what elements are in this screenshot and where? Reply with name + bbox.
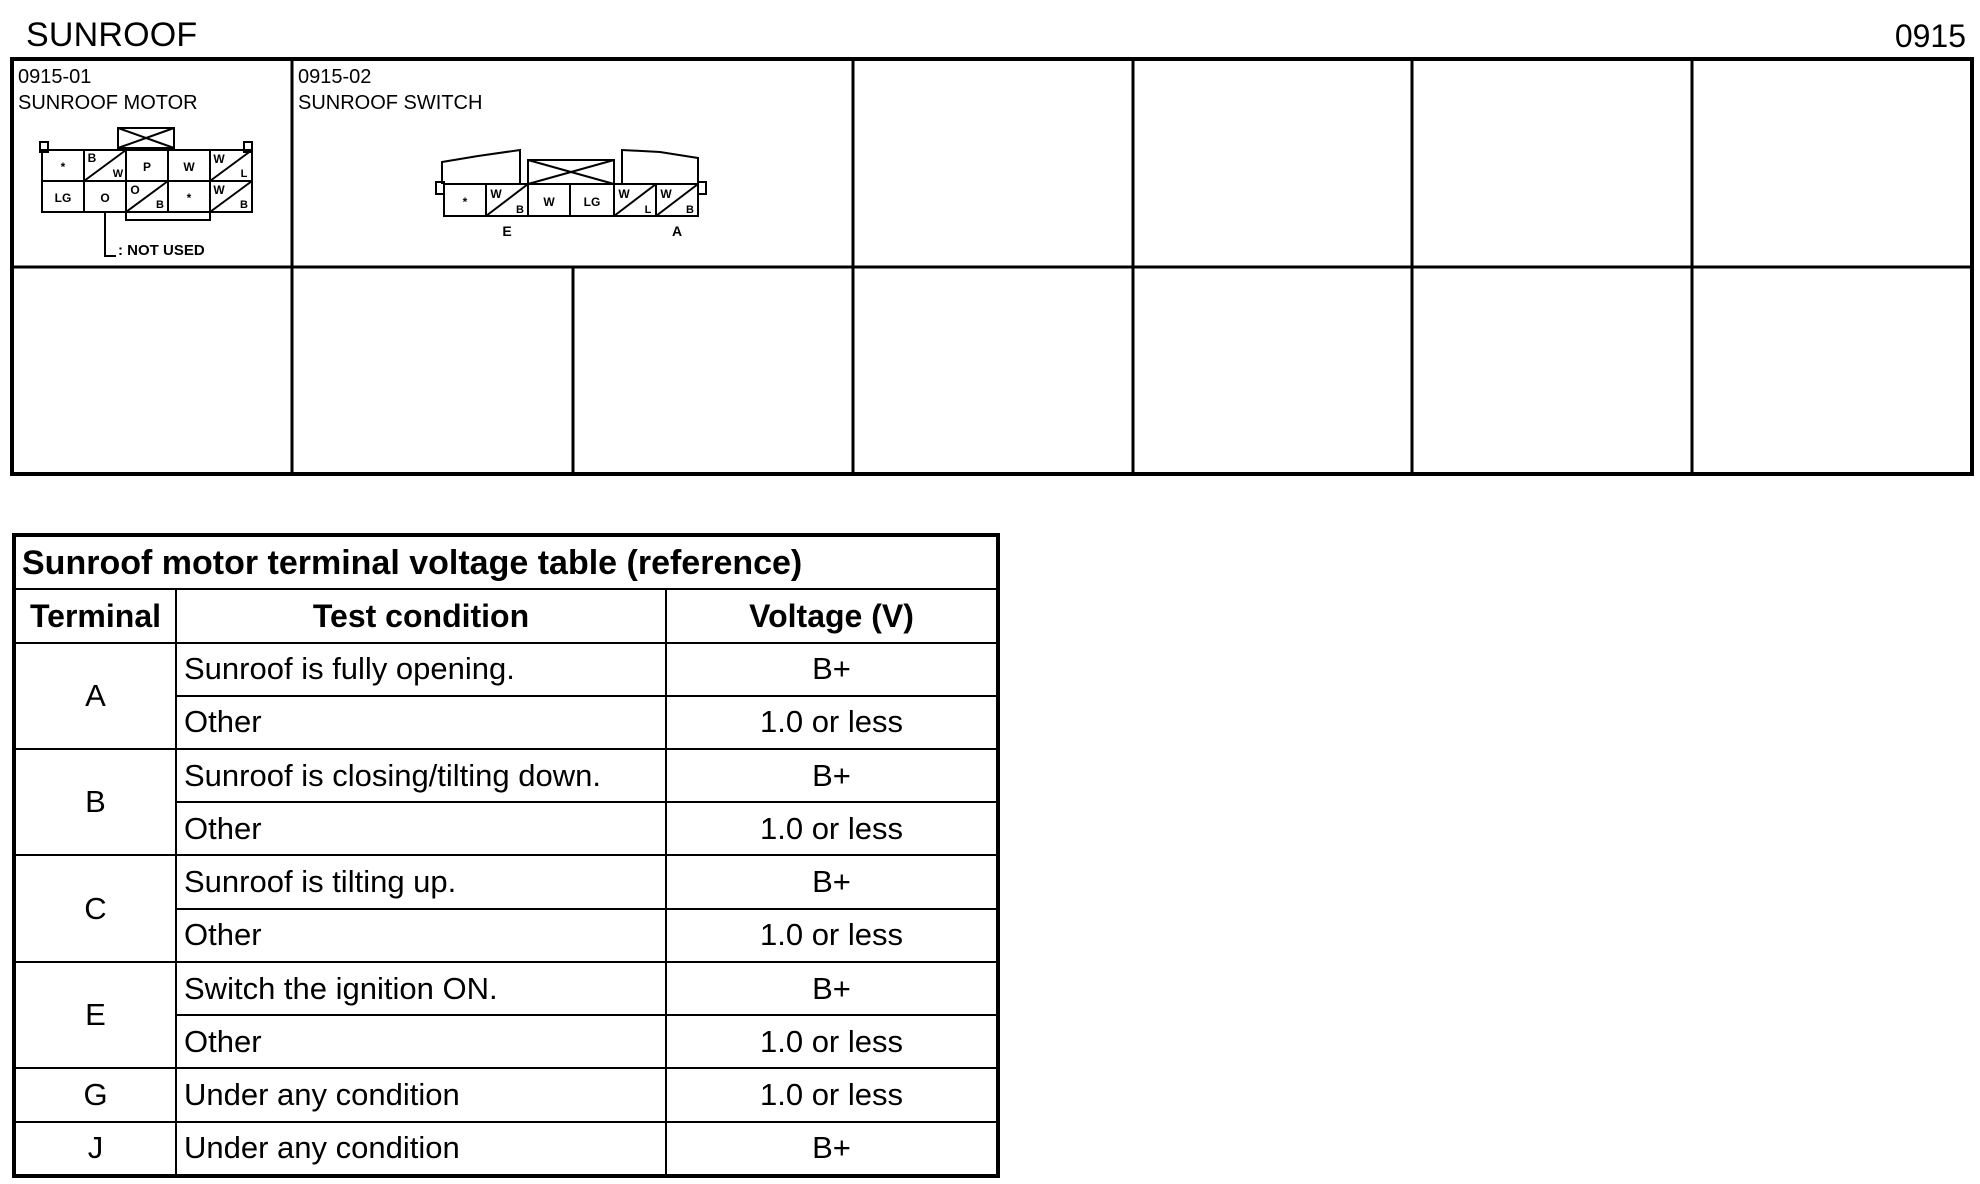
condition-cell: Sunroof is tilting up.	[176, 855, 666, 908]
condition-cell: Other	[176, 696, 666, 749]
motor-connector-diagram	[30, 122, 270, 262]
motor-pin-6-label: LG	[54, 191, 72, 205]
connector-name-motor: SUNROOF MOTOR	[18, 92, 198, 114]
condition-cell: Sunroof is closing/tilting down.	[176, 749, 666, 802]
switch-pin-6-label: W	[660, 187, 672, 201]
terminal-cell: B	[14, 749, 176, 855]
switch-pin-1-label: *	[462, 195, 468, 209]
voltage-cell: B+	[666, 855, 998, 908]
header-condition: Test condition	[176, 589, 666, 642]
table-header-row	[14, 589, 998, 642]
motor-pin-5-sub: L	[240, 168, 248, 180]
condition-cell: Other	[176, 802, 666, 855]
voltage-cell: 1.0 or less	[666, 909, 998, 962]
switch-end-left-label: E	[502, 223, 512, 239]
voltage-cell: B+	[666, 749, 998, 802]
table-row	[14, 1122, 998, 1176]
switch-pin-6-sub: B	[686, 204, 694, 216]
connector-code-switch: 0915-02	[298, 66, 372, 88]
table-title: Sunroof motor terminal voltage table (reference)	[14, 535, 998, 589]
connector-name-switch: SUNROOF SWITCH	[298, 92, 483, 114]
switch-end-right-label: A	[671, 223, 683, 239]
terminal-cell: E	[14, 962, 176, 1068]
condition-cell: Switch the ignition ON.	[176, 962, 666, 1015]
condition-cell: Other	[176, 1015, 666, 1068]
connector-code-motor: 0915-01	[18, 66, 92, 88]
switch-pin-5-sub: L	[644, 204, 652, 216]
motor-pin-3-label: P	[142, 160, 152, 174]
condition-cell: Other	[176, 909, 666, 962]
motor-pin-5-label: W	[213, 152, 225, 166]
table-row	[14, 749, 998, 802]
terminal-cell: A	[14, 643, 176, 749]
connector-grid	[0, 0, 1980, 480]
voltage-cell: B+	[666, 962, 998, 1015]
motor-pin-8-label: O	[130, 183, 140, 197]
motor-pin-4-label: W	[183, 160, 195, 174]
voltage-cell: 1.0 or less	[666, 696, 998, 749]
table-row	[14, 855, 998, 908]
voltage-cell: 1.0 or less	[666, 802, 998, 855]
header-terminal: Terminal	[14, 589, 176, 642]
voltage-cell: B+	[666, 643, 998, 696]
voltage-cell: 1.0 or less	[666, 1015, 998, 1068]
condition-cell: Under any condition	[176, 1122, 666, 1176]
header-voltage: Voltage (V)	[666, 589, 998, 642]
table-row	[14, 643, 998, 696]
motor-pin-1-label: *	[60, 160, 66, 174]
table-title-row	[14, 535, 998, 589]
voltage-table	[12, 533, 1000, 1178]
table-row	[14, 962, 998, 1015]
condition-cell: Sunroof is fully opening.	[176, 643, 666, 696]
page-code: 0915	[1894, 18, 1966, 54]
motor-pin-2-sub: W	[112, 168, 124, 180]
page-title: SUNROOF	[26, 16, 198, 54]
terminal-cell: C	[14, 855, 176, 961]
motor-pin-8-sub: B	[156, 199, 164, 211]
motor-pin-10-sub: B	[240, 199, 248, 211]
condition-cell: Under any condition	[176, 1068, 666, 1121]
switch-pin-3-label: W	[543, 195, 555, 209]
switch-pin-2-sub: B	[516, 204, 524, 216]
not-used-note: : NOT USED	[118, 242, 205, 259]
voltage-cell: B+	[666, 1122, 998, 1176]
switch-pin-2-label: W	[490, 187, 502, 201]
terminal-cell: J	[14, 1122, 176, 1176]
motor-pin-7-label: O	[100, 191, 110, 205]
switch-connector-diagram	[430, 146, 720, 246]
switch-pin-5-label: W	[618, 187, 630, 201]
switch-pin-4-label: LG	[583, 195, 601, 209]
motor-pin-10-label: W	[213, 183, 225, 197]
motor-pin-2-label: B	[87, 151, 97, 165]
motor-pin-9-label: *	[186, 191, 192, 205]
voltage-cell: 1.0 or less	[666, 1068, 998, 1121]
table-row	[14, 1068, 998, 1121]
terminal-cell: G	[14, 1068, 176, 1121]
